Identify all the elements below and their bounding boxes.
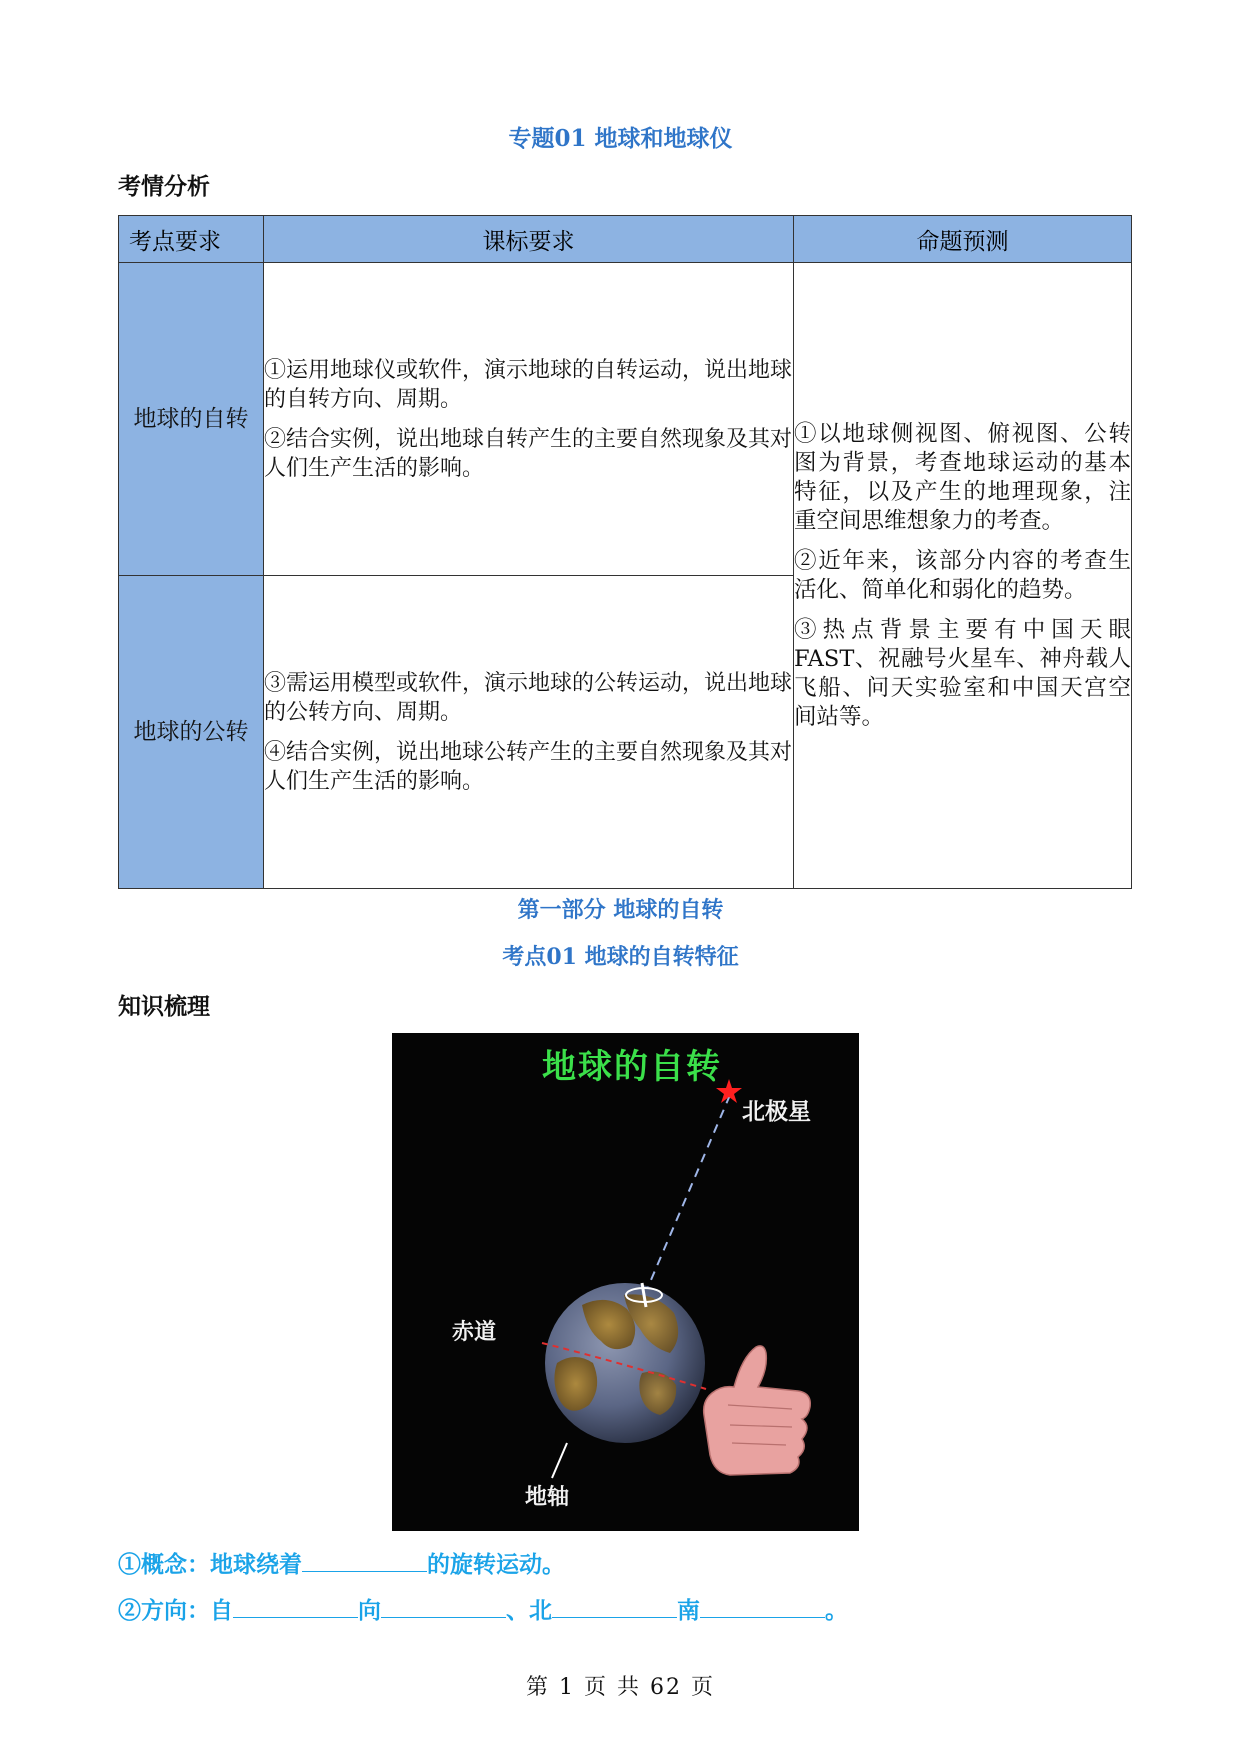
exam-analysis-table [118,215,1132,889]
direction-north: 、北 [506,1597,552,1624]
north-star-label: 北极星 [742,1099,811,1125]
direction-blank-from[interactable] [233,1595,358,1618]
prediction-item: ②近年来，该部分内容的考查生活化、简单化和弱化的趋势。 [794,547,1131,603]
table-cell-requirements-revolution [264,576,794,889]
requirement-item: ①运用地球仪或软件，演示地球的自转运动，说出地球的自转方向、周期。 [264,357,793,412]
concept-suffix: 的旋转运动。 [427,1551,565,1578]
axis-label: 地轴 [525,1485,570,1510]
figure-caption: 地球的自转 [542,1047,722,1087]
prediction-item: ①以地球侧视图、俯视图、公转图为背景，考查地球运动的基本特征，以及产生的地理现象，注重空间思维想象力的考查。 [794,420,1131,534]
direction-blank-to[interactable] [381,1595,506,1618]
direction-to: 向 [358,1597,381,1624]
requirement-item: ④结合实例，说出地球公转产生的主要自然现象及其对人们生产生活的影响。 [264,739,793,794]
requirement-item: ③需运用模型或软件，演示地球的公转运动，说出地球的公转方向、周期。 [264,670,793,725]
direction-blank-south[interactable] [700,1595,825,1618]
concept-fill-line [118,1546,565,1579]
direction-south: 南 [677,1597,700,1624]
page-title: 专题01 地球和地球仪 [508,125,733,152]
table-cell-category-rotation: 地球的自转 [119,263,264,576]
table-cell-category-revolution: 地球的公转 [119,576,264,889]
equator-label: 赤道 [452,1320,497,1345]
part-title: 第一部分 地球的自转 [517,897,724,923]
table-header-exam-point: 考点要求 [119,216,264,263]
table-cell-prediction [794,263,1132,889]
direction-prefix: ②方向：自 [118,1597,233,1624]
prediction-item: ③热点背景主要有中国天眼FAST、祝融号火星车、神舟载人飞船、问天实验室和中国天宫空间站等。 [794,616,1131,730]
table-cell-requirements-rotation [264,263,794,576]
table-header-standard: 课标要求 [264,216,794,263]
axis-dashed-line [642,1095,730,1301]
concept-prefix: ①概念：地球绕着 [118,1551,302,1578]
requirement-item: ②结合实例，说出地球自转产生的主要自然现象及其对人们生产生活的影响。 [264,426,793,481]
table-header-prediction: 命题预测 [794,216,1132,263]
exam-point-title: 考点01 地球的自转特征 [502,944,739,970]
direction-fill-line [118,1592,848,1625]
direction-blank-north[interactable] [552,1595,677,1618]
section-label-knowledge: 知识梳理 [118,993,210,1020]
direction-end: 。 [825,1597,848,1624]
concept-blank[interactable] [302,1549,427,1572]
globe-graphic [542,1283,706,1443]
page-footer: 第 1 页 共 62 页 [526,1675,715,1700]
earth-rotation-figure [392,1033,859,1531]
section-label-analysis: 考情分析 [118,173,210,200]
thumbs-up-icon [704,1346,811,1475]
